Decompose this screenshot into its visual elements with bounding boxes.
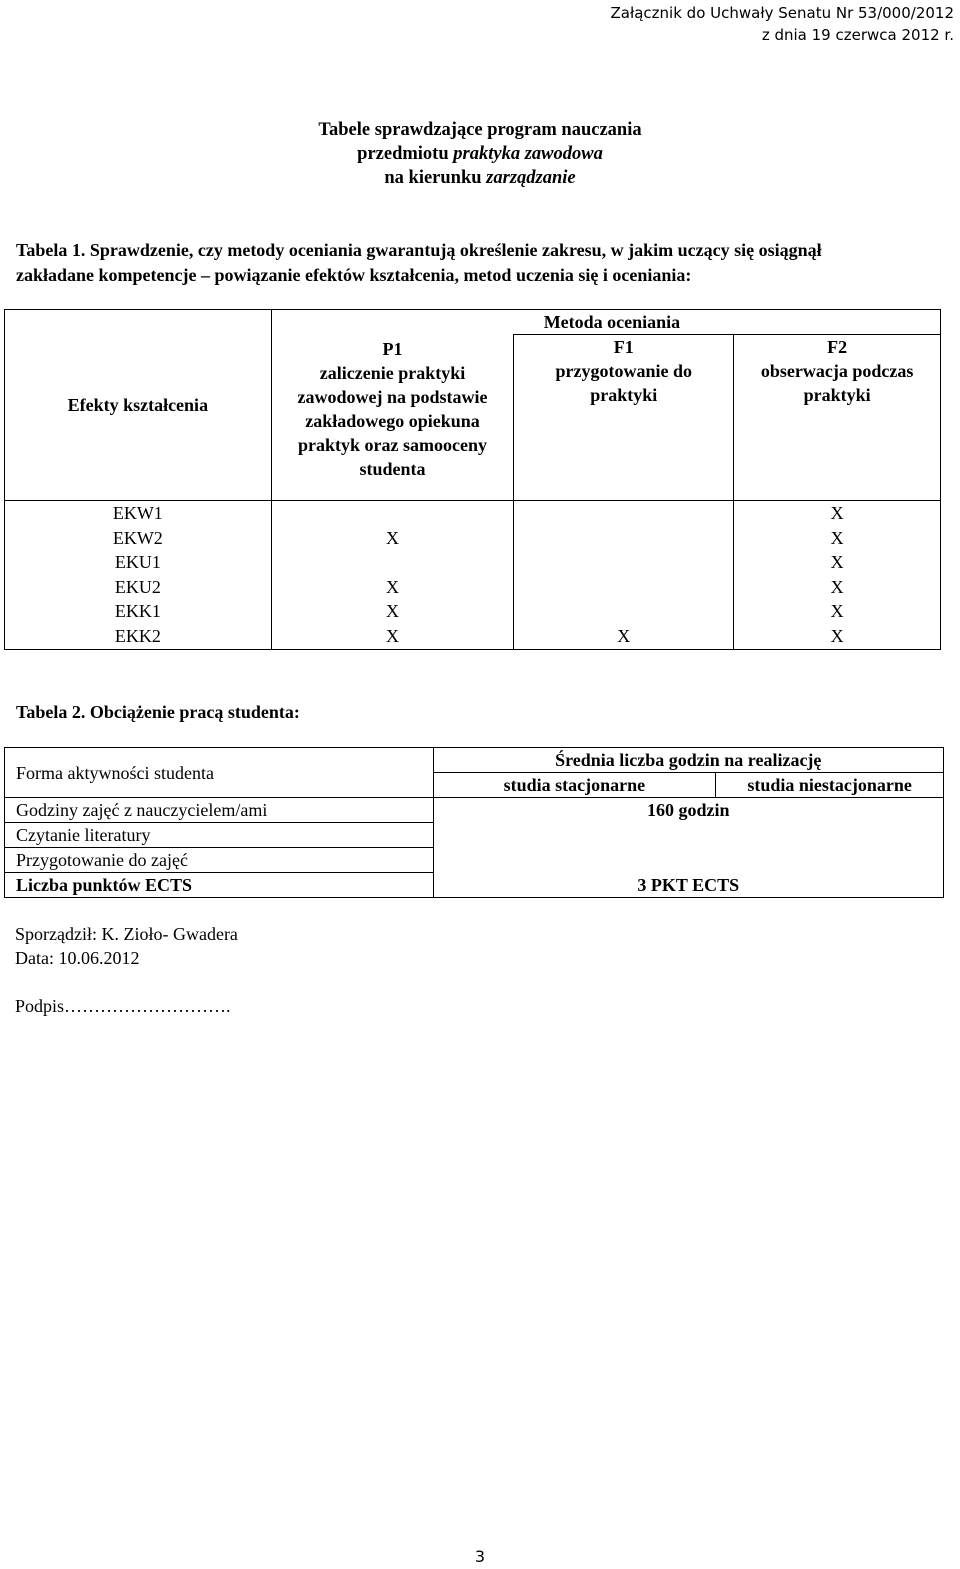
- table-row: [5, 624, 941, 649]
- table-row: [5, 501, 941, 526]
- title-line2: przedmiotu praktyka zawodowa: [357, 144, 603, 164]
- table-row: [5, 575, 941, 600]
- table-row: [5, 599, 941, 624]
- effect-code: EKW2: [5, 526, 272, 551]
- cell-p1: X: [271, 526, 514, 551]
- cell-f1: [514, 550, 734, 575]
- table-row: [5, 823, 944, 848]
- cell-f2: X: [734, 599, 941, 624]
- cell-p1: X: [271, 575, 514, 600]
- activity-header: Forma aktywności studenta: [5, 748, 434, 798]
- title-subject: praktyka zawodowa: [453, 144, 603, 164]
- group-header-method: Metoda oceniania: [514, 310, 941, 335]
- prepared-by: Sporządził: K. Zioło- Gwadera: [15, 924, 238, 944]
- table1-caption: Tabela 1. Sprawdzenie, czy metody oceniania gwarantują określenie zakresu, w jakim uczący się osiągnął zakładane kompetencje – powiązanie efektów kształcenia, metod uczenia się i oceniania:: [16, 240, 822, 285]
- table-row: [5, 526, 941, 551]
- cell-f1: [514, 599, 734, 624]
- workload-table: [4, 747, 944, 898]
- cell-p1: X: [271, 624, 514, 649]
- activity-value: [433, 823, 943, 848]
- table2-caption: Tabela 2. Obciążenie pracą studenta:: [16, 702, 300, 722]
- cell-f2: X: [734, 501, 941, 526]
- activity-label: Przygotowanie do zajęć: [5, 848, 434, 873]
- method-f1: F1 przygotowanie do praktyki: [514, 335, 734, 501]
- activity-value: [433, 848, 943, 873]
- method-p1: P1 zaliczenie praktyki zawodowej na podstawie zakładowego opiekuna praktyk oraz samooceny studenta: [271, 335, 514, 501]
- table-row: [5, 873, 944, 898]
- part-time-header: studia niestacjonarne: [716, 773, 944, 798]
- table1-header-row: [5, 310, 941, 335]
- full-time-header: studia stacjonarne: [433, 773, 716, 798]
- effect-code: EKK1: [5, 599, 272, 624]
- activity-value: 3 PKT ECTS: [433, 873, 943, 898]
- activity-label: Czytanie literatury: [5, 823, 434, 848]
- header-date: z dnia 19 czerwca 2012 r.: [761, 26, 954, 44]
- cell-f1: [514, 526, 734, 551]
- signature-line: Podpis……………………….: [15, 996, 231, 1016]
- cell-f2: X: [734, 526, 941, 551]
- cell-f1: [514, 501, 734, 526]
- activity-value: 160 godzin: [433, 798, 943, 823]
- page-number: 3: [474, 1547, 486, 1566]
- document-date: Data: 10.06.2012: [15, 948, 140, 968]
- title-field: zarządzanie: [486, 168, 576, 188]
- effect-code: EKW1: [5, 501, 272, 526]
- effects-header: Efekty kształcenia: [5, 310, 272, 501]
- cell-p1: [271, 550, 514, 575]
- cell-p1: [271, 501, 514, 526]
- table2-header-row: [5, 748, 944, 773]
- effect-code: EKK2: [5, 624, 272, 649]
- hours-group-header: Średnia liczba godzin na realizację: [433, 748, 943, 773]
- effect-code: EKU1: [5, 550, 272, 575]
- document-title: [0, 118, 960, 190]
- header-resolution: Załącznik do Uchwały Senatu Nr 53/000/2012: [610, 4, 954, 22]
- activity-label: Liczba punktów ECTS: [5, 873, 434, 898]
- document-header: [611, 2, 955, 46]
- method-f2: F2 obserwacja podczas praktyki: [734, 335, 941, 501]
- table-row: [5, 848, 944, 873]
- title-line3: na kierunku zarządzanie: [384, 168, 576, 188]
- cell-f2: X: [734, 624, 941, 649]
- cell-p1: X: [271, 599, 514, 624]
- cell-f1: [514, 575, 734, 600]
- cell-f2: X: [734, 575, 941, 600]
- cell-f1: X: [514, 624, 734, 649]
- activity-label: Godziny zajęć z nauczycielem/ami: [5, 798, 434, 823]
- title-line1: Tabele sprawdzające program nauczania: [318, 120, 642, 140]
- assessment-methods-table: [4, 309, 941, 650]
- table-row: [5, 550, 941, 575]
- cell-f2: X: [734, 550, 941, 575]
- table-row: [5, 798, 944, 823]
- effect-code: EKU2: [5, 575, 272, 600]
